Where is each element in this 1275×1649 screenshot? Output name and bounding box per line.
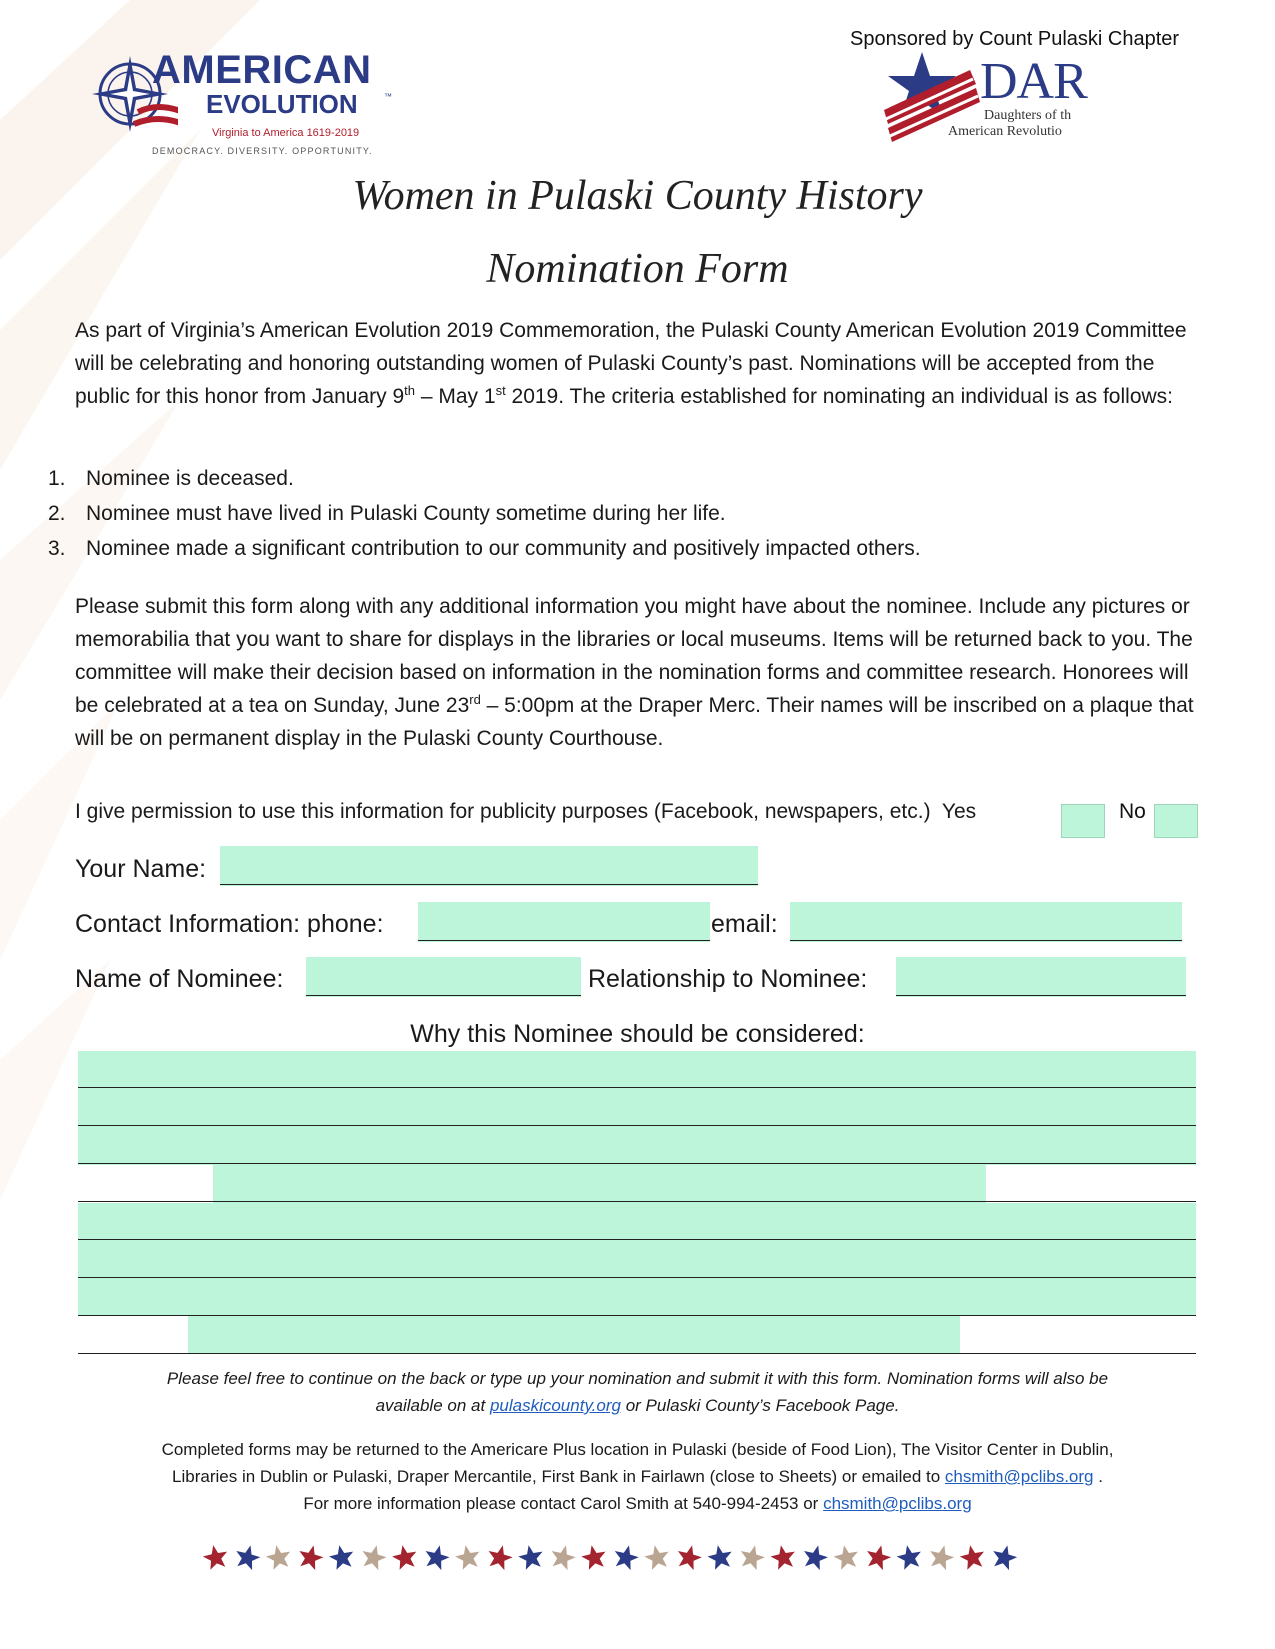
your-name-underline [220,884,758,885]
return-line2-text-a: Libraries in Dublin or Pulaski, Draper Mercantile, First Bank in Fairlawn (close to Sheets) or emailed to [172,1467,945,1486]
dar-subtitle-line1: Daughters of th [984,108,1072,123]
star-icon [678,1545,702,1570]
star-icon [960,1545,984,1570]
yes-checkbox[interactable] [1061,804,1105,838]
relationship-field[interactable] [896,957,1186,997]
no-label: No [1119,800,1146,823]
intro-paragraph [75,314,1205,413]
email-underline [790,940,1182,941]
star-icon [266,1545,290,1570]
why-field-block-1[interactable] [78,1051,1196,1165]
note-line2 [60,1392,1215,1419]
phone-field[interactable] [418,902,710,942]
return-line2 [60,1463,1215,1490]
why-line [78,1125,1196,1126]
star-icon [581,1545,605,1570]
logo-evolution-text: EVOLUTION [206,89,358,119]
email-field[interactable] [790,902,1182,942]
logo-american-text: AMERICAN [152,48,372,92]
phone-underline [418,940,710,941]
criteria-item [48,537,921,561]
why-line [78,1353,1196,1354]
logo-tagline: DEMOCRACY. DIVERSITY. OPPORTUNITY. [152,146,373,156]
yes-label: Yes [941,800,977,823]
star-icon [363,1545,387,1570]
logo-trademark: ™ [384,92,392,101]
return-line1: Completed forms may be returned to the Americare Plus location in Pulaski (beside of Food Lion), The Visitor Center in Dublin, [161,1440,1114,1459]
star-icon [804,1545,828,1570]
contact-email-link[interactable]: chsmith@pclibs.org [823,1494,972,1513]
star-icon [708,1545,732,1570]
why-line [78,1239,1196,1240]
why-line [78,1201,1196,1202]
sponsor-text: Sponsored by Count Pulaski Chapter [850,28,1180,50]
instructions-sup: rd [469,692,481,707]
pulaskicounty-link[interactable]: pulaskicounty.org [489,1396,621,1415]
star-icon [518,1545,542,1570]
return-instructions [60,1436,1215,1517]
relationship-underline [896,995,1186,996]
star-icon [771,1545,795,1570]
criteria-item [48,502,726,526]
star-icon [236,1545,260,1570]
why-field-block-4[interactable] [188,1316,960,1354]
relationship-label: Relationship to Nominee: [588,965,868,993]
form-title: Women in Pulaski County History [352,173,923,219]
criteria-text: Nominee made a significant contribution to our community and positively impacted others. [86,537,921,560]
continue-note [60,1365,1215,1419]
nominee-name-label: Name of Nominee: [75,965,284,993]
star-icon [489,1545,513,1570]
why-considered-heading: Why this Nominee should be considered: [410,1020,865,1048]
criteria-text: Nominee must have lived in Pulaski County sometime during her life. [86,502,726,525]
star-icon [897,1545,921,1570]
note-line1: Please feel free to continue on the back or type up your nomination and submit it with this form. Nomination forms will also be [166,1369,1109,1388]
note-line2-text-a: available on at [375,1396,490,1415]
why-field-block-2[interactable] [213,1165,986,1203]
star-icon [392,1545,416,1570]
nominee-name-underline [306,995,581,996]
instructions-paragraph [75,590,1205,755]
dar-logo [880,50,1100,155]
intro-text-b: – May 1 [415,385,496,408]
criteria-number: 3. [48,537,66,560]
intro-text-a: As part of Virginia’s American Evolution 2019 Commemoration, the Pulaski County American Evolution 2019 Committee will be celebrating and honoring outstanding women of Pulaski County’s past. Nominations will be accepted from the public for this honor from January 9 [75,319,1187,408]
why-line [78,1277,1196,1278]
intro-sup-b: st [495,383,506,398]
star-icon [329,1545,353,1570]
star-icon [552,1545,576,1570]
dar-letters: DAR [980,53,1087,110]
star-icon [455,1545,479,1570]
star-icon [426,1545,450,1570]
note-line2-text-b: or Pulaski County’s Facebook Page. [620,1396,900,1415]
instructions-text-b: – 5:00pm at the Draper Merc. Their names will be inscribed on a plaque that will be on permanent display in the Pulaski County Courthouse. [75,694,1194,750]
why-field-block-3[interactable] [78,1203,1196,1316]
star-icon [644,1545,668,1570]
permission-statement [75,800,976,824]
email-link[interactable]: chsmith@pclibs.org [944,1467,1094,1486]
star-icon [615,1545,639,1570]
star-icon [203,1545,227,1570]
return-line3-text: For more information please contact Carol Smith at 540-994-2453 or [303,1494,824,1513]
intro-sup-a: th [404,383,416,398]
star-border-decoration [200,1538,1020,1578]
star-icon [834,1545,858,1570]
american-evolution-logo [88,48,408,160]
no-checkbox[interactable] [1154,804,1198,838]
star-icon [867,1545,891,1570]
star-icon [993,1545,1017,1570]
why-line [78,1315,1196,1316]
criteria-number: 1. [48,467,66,490]
your-name-label: Your Name: [75,855,207,883]
contact-phone-label: Contact Information: phone: [75,910,384,938]
intro-text-c: 2019. The criteria established for nominating an individual is as follows: [505,385,1174,408]
your-name-field[interactable] [220,846,758,886]
why-line [78,1087,1196,1088]
star-icon [299,1545,323,1570]
form-subtitle: Nomination Form [486,246,789,292]
instructions-text-a: Please submit this form along with any additional information you might have about the nominee. Include any pictures or memorabilia that you want to share for displays in the libraries or local museums. Items will be returned back to you. The committee will make their decision based on information in the nomination forms and committee research. Honorees will be celebrated at a tea on Sunday, June 23 [75,595,1193,717]
email-label: email: [711,910,778,938]
return-line3 [60,1490,1215,1517]
nominee-name-field[interactable] [306,957,581,997]
logo-years-text: Virginia to America 1619-2019 [212,127,360,139]
star-icon [930,1545,954,1570]
star-icon [741,1545,765,1570]
criteria-item [48,467,294,491]
return-line2-text-b: . [1093,1467,1103,1486]
criteria-number: 2. [48,502,66,525]
dar-subtitle-line2: American Revolutio [948,124,1062,139]
why-line [78,1163,1196,1164]
criteria-text: Nominee is deceased. [86,467,294,490]
permission-text: I give permission to use this information for publicity purposes (Facebook, newspapers, etc.) [75,800,931,823]
